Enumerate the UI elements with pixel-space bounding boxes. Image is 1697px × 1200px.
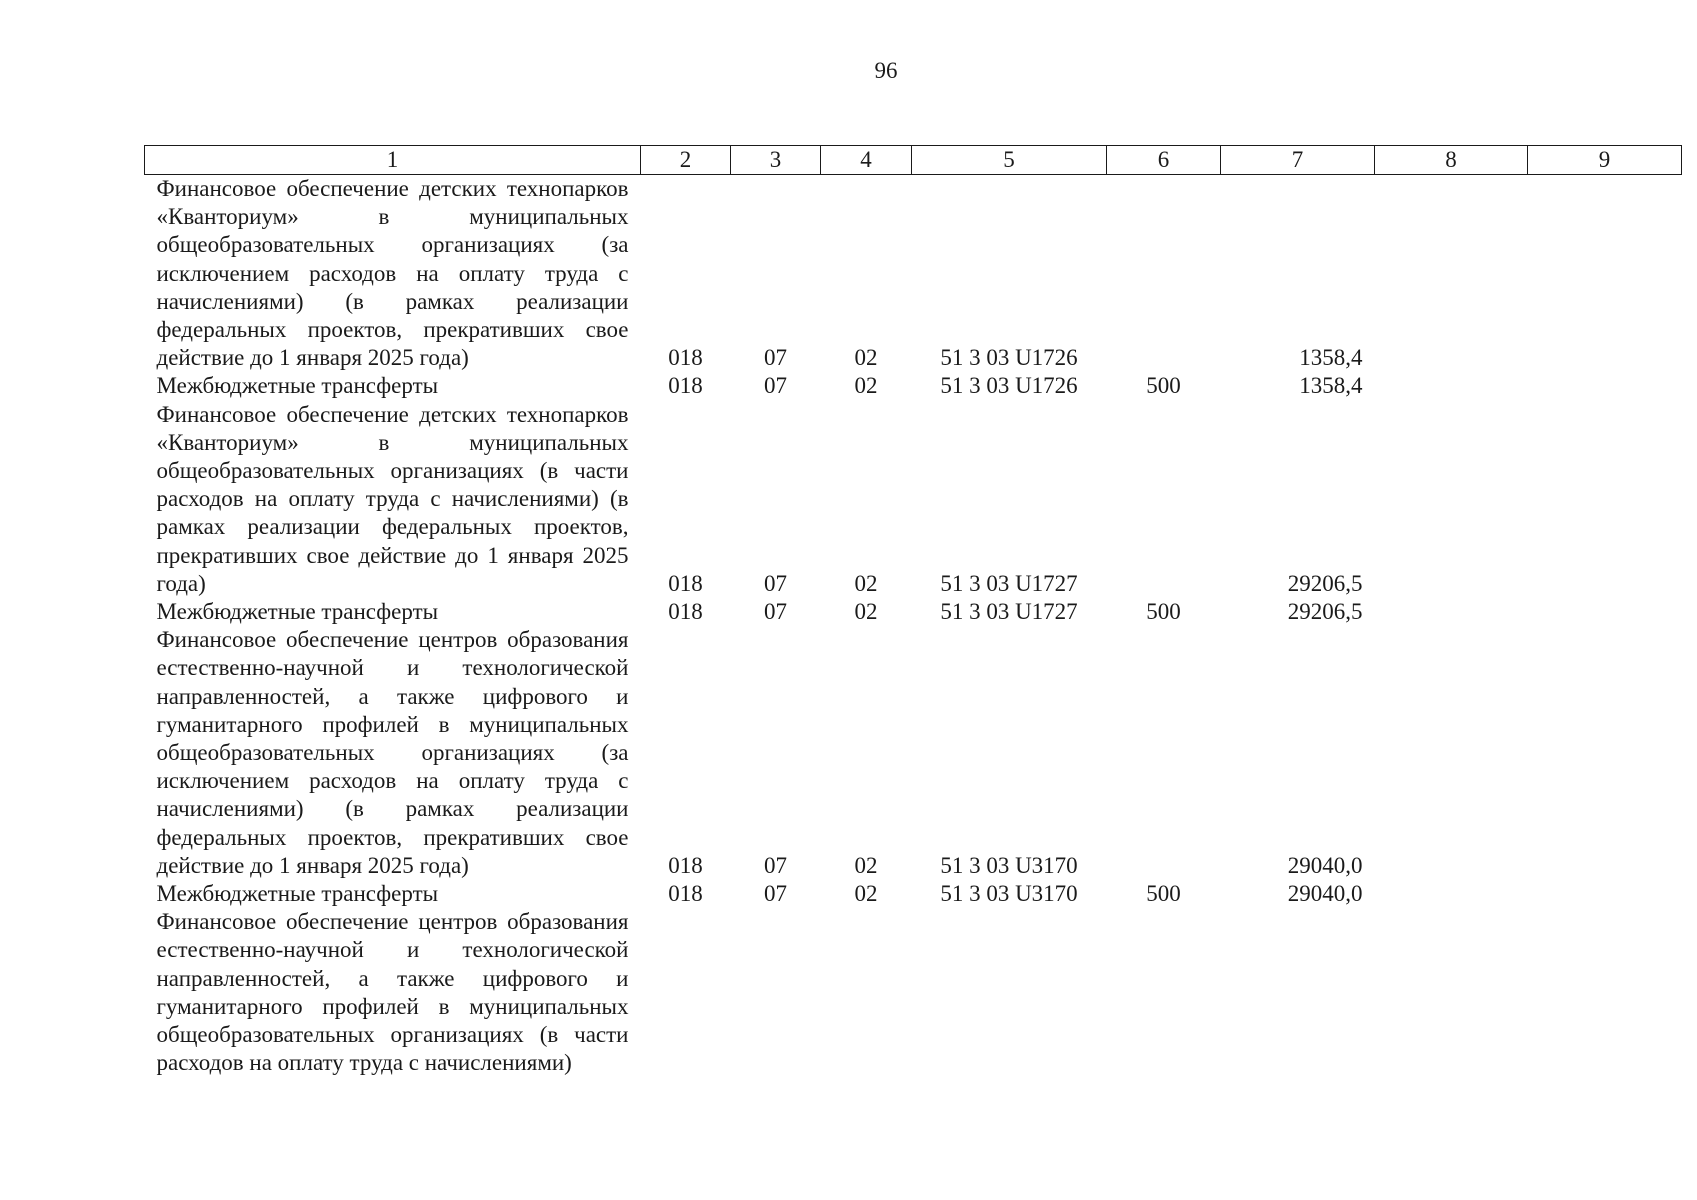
row-amount-8 [1375, 626, 1528, 880]
row-code-6 [1107, 908, 1221, 1077]
row-name: Финансовое обеспечение детских технопарков «Кванториум» в муниципальных общеобразовательных организациях (за исключением расходов на оплату труда с начислениями) (в рамках реализации федеральных проектов, прекративших свое действие до 1 января 2025 года) [156, 176, 629, 371]
row-amount-8 [1375, 880, 1528, 908]
row-code-4: 02 [854, 570, 878, 596]
row-code-6 [1107, 175, 1221, 373]
row-amount-8 [1375, 401, 1528, 598]
column-header-9: 9 [1528, 146, 1682, 175]
row-amount-9 [1528, 880, 1682, 908]
row-code-6: 500 [1146, 373, 1181, 399]
row-code-3: 07 [764, 570, 787, 596]
row-code-3: 07 [764, 852, 787, 878]
row-amount-7 [1221, 908, 1375, 1077]
row-code-2: 018 [668, 345, 703, 371]
row-code-6: 500 [1146, 599, 1181, 625]
row-code-5 [912, 908, 1107, 1077]
row-name: Межбюджетные трансферты [156, 373, 439, 399]
row-code-5: 51 3 03 U1727 [940, 599, 1078, 625]
row-code-4: 02 [854, 881, 878, 907]
page-number: 96 [874, 58, 898, 83]
row-amount-7: 29040,0 [1287, 852, 1363, 878]
row-code-5: 51 3 03 U3170 [940, 881, 1078, 907]
row-name: Межбюджетные трансферты [156, 881, 439, 907]
column-header-4: 4 [821, 146, 912, 175]
row-name: Финансовое обеспечение центров образования естественно-научной и технологической направленностей, а также цифрового и гуманитарного профилей в муниципальных общеобразовательных организациях (в части расходов на оплату труда с начислениями) [156, 909, 629, 1076]
table-header-row [145, 146, 1682, 175]
table-row [145, 626, 1682, 880]
row-name: Финансовое обеспечение детских технопарков «Кванториум» в муниципальных общеобразовательных организациях (в части расходов на оплату труда с начислениями) (в рамках реализации федеральных проектов, прекративших свое действие до 1 января 2025 года) [156, 401, 629, 596]
row-amount-9 [1528, 598, 1682, 626]
row-code-2: 018 [668, 373, 703, 399]
row-amount-8 [1375, 598, 1528, 626]
row-code-2: 018 [668, 852, 703, 878]
table-row [145, 598, 1682, 626]
row-code-5: 51 3 03 U1726 [940, 345, 1078, 371]
column-header-3: 3 [731, 146, 821, 175]
row-code-6 [1107, 626, 1221, 880]
row-code-4: 02 [854, 345, 878, 371]
row-amount-7: 1358,4 [1299, 373, 1363, 399]
row-amount-7: 29206,5 [1287, 570, 1363, 596]
row-amount-9 [1528, 175, 1682, 373]
row-amount-9 [1528, 401, 1682, 598]
table-row [145, 908, 1682, 1077]
table-row [145, 372, 1682, 400]
row-amount-8 [1375, 372, 1528, 400]
row-amount-7: 1358,4 [1299, 345, 1363, 371]
row-amount-9 [1528, 908, 1682, 1077]
column-header-8: 8 [1375, 146, 1528, 175]
table-row [145, 880, 1682, 908]
column-header-5: 5 [912, 146, 1107, 175]
row-amount-8 [1375, 175, 1528, 373]
row-code-4: 02 [854, 373, 878, 399]
row-code-5: 51 3 03 U1727 [940, 570, 1078, 596]
column-header-7: 7 [1221, 146, 1375, 175]
row-code-6: 500 [1146, 881, 1181, 907]
row-code-2: 018 [668, 881, 703, 907]
row-amount-7: 29206,5 [1287, 599, 1363, 625]
table-row [145, 401, 1682, 598]
row-code-3: 07 [764, 881, 787, 907]
row-code-2 [641, 908, 731, 1077]
row-code-2: 018 [668, 570, 703, 596]
row-amount-9 [1528, 626, 1682, 880]
row-amount-8 [1375, 908, 1528, 1077]
row-code-3: 07 [764, 599, 787, 625]
row-amount-7: 29040,0 [1287, 881, 1363, 907]
row-name: Межбюджетные трансферты [156, 599, 439, 625]
row-amount-9 [1528, 372, 1682, 400]
row-code-5: 51 3 03 U1726 [940, 373, 1078, 399]
row-code-3: 07 [764, 373, 787, 399]
row-code-4 [821, 908, 912, 1077]
row-code-5: 51 3 03 U3170 [940, 852, 1078, 878]
table-row [145, 175, 1682, 373]
row-code-2: 018 [668, 599, 703, 625]
row-code-6 [1107, 401, 1221, 598]
row-code-4: 02 [854, 599, 878, 625]
column-header-2: 2 [641, 146, 731, 175]
row-code-3: 07 [764, 345, 787, 371]
column-header-6: 6 [1107, 146, 1221, 175]
row-code-4: 02 [854, 852, 878, 878]
row-code-3 [731, 908, 821, 1077]
budget-table [144, 145, 1682, 1078]
column-header-1: 1 [145, 146, 641, 175]
row-name: Финансовое обеспечение центров образования естественно-научной и технологической направленностей, а также цифрового и гуманитарного профилей в муниципальных общеобразовательных организациях (за исключением расходов на оплату труда с начислениями) (в рамках реализации федеральных проектов, прекративших свое действие до 1 января 2025 года) [156, 627, 629, 878]
